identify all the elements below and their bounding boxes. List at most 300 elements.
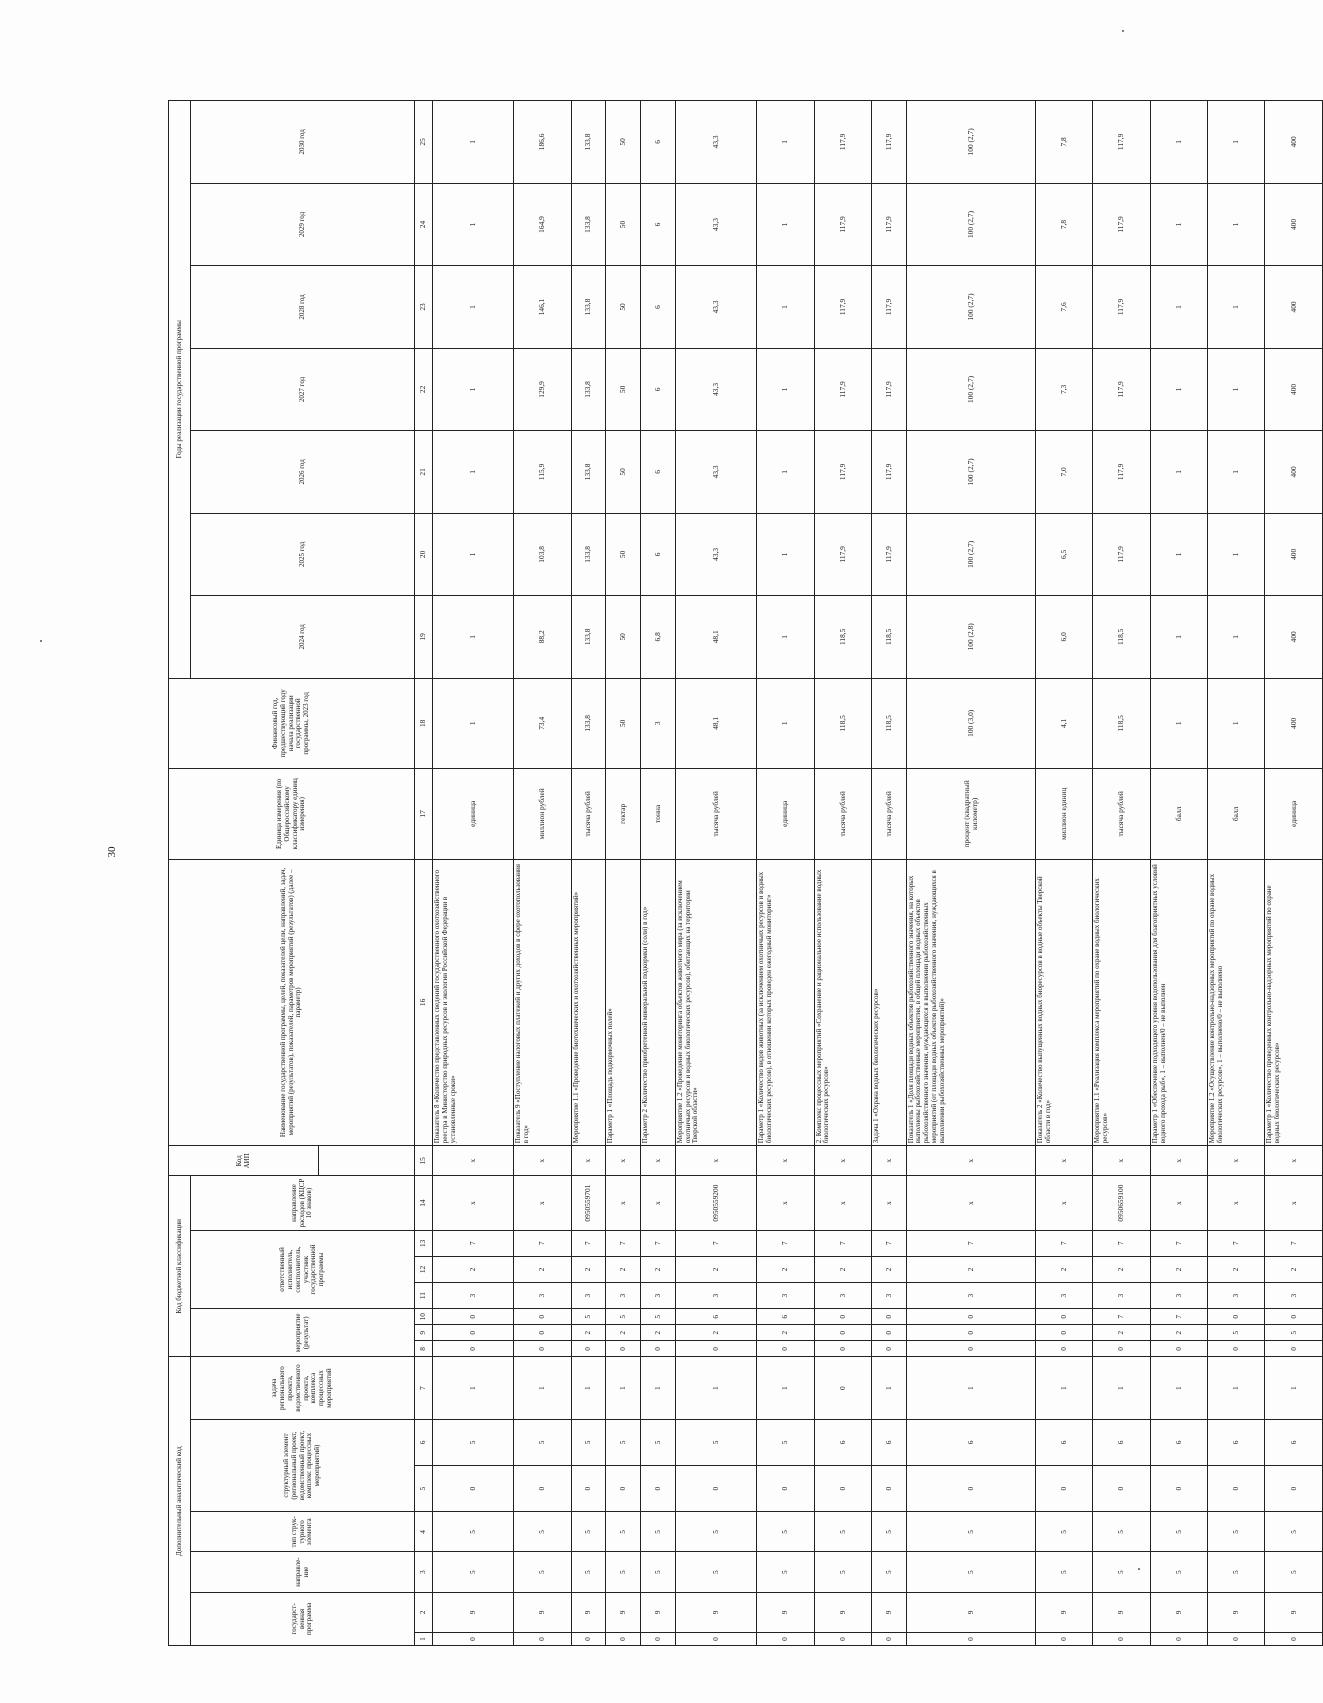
row-unit: миллион рублей xyxy=(514,769,571,860)
code-cell: 3 xyxy=(906,1283,1036,1309)
code-cell: 2 xyxy=(1208,1256,1265,1282)
code-cell: 0 xyxy=(906,1325,1036,1341)
row-unit: тысяча рублей xyxy=(1093,769,1150,860)
code-cell: 5 xyxy=(641,1309,676,1325)
code-cell: 5 xyxy=(433,1419,514,1465)
code-cell: 5 xyxy=(814,1552,871,1592)
row-base-value: 3 xyxy=(641,678,676,769)
year-value: 1 xyxy=(1208,513,1265,595)
row-unit: процент (квадратный километр) xyxy=(906,769,1036,860)
code-cell: 0 xyxy=(814,1309,871,1325)
code-cell: 0 xyxy=(1208,1309,1265,1325)
row-name: Параметр 1 «Количество проведенных контрольно-надзорных мероприятий по охране водных биологических ресурсов» xyxy=(1265,859,1323,1146)
code-cell: 0 xyxy=(433,1309,514,1325)
code-cell: 3 xyxy=(1150,1283,1207,1309)
code-cell: 0 xyxy=(1036,1632,1093,1645)
year-value: 6 xyxy=(641,101,676,184)
header-aip: Код АИП xyxy=(169,1146,319,1176)
code-cell: 5 xyxy=(641,1512,676,1552)
code-cell: 0 xyxy=(814,1632,871,1645)
code-cell: 5 xyxy=(1208,1552,1265,1592)
year-value: 1 xyxy=(1208,183,1265,265)
year-value: 1 xyxy=(433,513,514,595)
table-row xyxy=(641,101,676,1646)
row-unit: тысяча рублей xyxy=(571,769,606,860)
year-value: 1 xyxy=(1150,431,1207,513)
year-value: 50 xyxy=(606,266,641,348)
year-value: 1 xyxy=(1208,431,1265,513)
year-value: 118,5 xyxy=(1093,596,1150,678)
code-cell: 0 xyxy=(871,1632,906,1645)
column-number: 14 xyxy=(415,1176,433,1230)
table-row xyxy=(1093,101,1150,1646)
code-cell: 1 xyxy=(1036,1357,1093,1419)
scan-speck xyxy=(1138,1568,1140,1570)
code-cell: 0 xyxy=(1265,1309,1323,1325)
code-cell: 0 xyxy=(433,1466,514,1512)
code-cell: x xyxy=(906,1146,1036,1176)
year-value: 117,9 xyxy=(1093,431,1150,513)
year-value: 50 xyxy=(606,183,641,265)
code-cell: 9 xyxy=(571,1592,606,1632)
code-cell: 0 xyxy=(906,1632,1036,1645)
code-cell: x xyxy=(1093,1146,1150,1176)
code-cell: 2 xyxy=(757,1325,814,1341)
code-cell: 0 xyxy=(906,1309,1036,1325)
code-cell: 5 xyxy=(606,1309,641,1325)
table-row xyxy=(1265,101,1323,1646)
code-cell: 6 xyxy=(675,1309,756,1325)
year-value: 1 xyxy=(757,431,814,513)
column-number-row xyxy=(415,101,433,1646)
code-cell: 2 xyxy=(571,1325,606,1341)
column-number: 15 xyxy=(415,1146,433,1176)
code-cell: 7 xyxy=(1093,1309,1150,1325)
code-cell: 0 xyxy=(571,1466,606,1512)
code-cell: 0 xyxy=(514,1325,571,1341)
column-number: 20 xyxy=(415,513,433,595)
row-name: Мероприятие 1.2 «Осуществление контрольно-надзорных мероприятий по охране водных биологических ресурсов», 1 – выполнено/0 – не выполнено xyxy=(1208,859,1265,1146)
code-cell: x xyxy=(641,1176,676,1230)
year-value: 7,0 xyxy=(1036,431,1093,513)
year-value: 133,8 xyxy=(571,266,606,348)
year-value: 400 xyxy=(1265,596,1323,678)
row-base-value: 1 xyxy=(433,678,514,769)
code-cell: 5 xyxy=(1265,1325,1323,1341)
scan-speck xyxy=(40,640,42,642)
code-cell: 2 xyxy=(757,1256,814,1282)
code-cell: x xyxy=(514,1146,571,1176)
code-cell: 5 xyxy=(571,1309,606,1325)
table-row xyxy=(675,101,756,1646)
code-cell: 7 xyxy=(1208,1230,1265,1256)
year-value: 1 xyxy=(433,348,514,430)
code-cell: 6 xyxy=(757,1309,814,1325)
column-number: 9 xyxy=(415,1325,433,1341)
code-cell: 0 xyxy=(606,1341,641,1357)
year-value: 6,0 xyxy=(1036,596,1093,678)
code-cell: 5 xyxy=(606,1419,641,1465)
year-2030: 2030 год xyxy=(191,101,415,184)
year-value: 1 xyxy=(1208,348,1265,430)
code-cell: 5 xyxy=(1208,1325,1265,1341)
year-value: 6 xyxy=(641,266,676,348)
code-cell: 1 xyxy=(433,1357,514,1419)
code-cell: 5 xyxy=(1265,1552,1323,1592)
year-value: 186,6 xyxy=(514,101,571,184)
code-cell: 5 xyxy=(514,1419,571,1465)
year-value: 43,3 xyxy=(675,348,756,430)
code-cell: 0 xyxy=(641,1632,676,1645)
code-cell: 0 xyxy=(514,1309,571,1325)
table-row xyxy=(433,101,514,1646)
code-cell: 0 xyxy=(1150,1632,1207,1645)
year-value: 400 xyxy=(1265,266,1323,348)
code-cell: 5 xyxy=(1208,1512,1265,1552)
header-base-year: Финансовый год, предшествующий году начала реализации государственной программы, 2023 год xyxy=(169,678,415,769)
year-value: 1 xyxy=(433,431,514,513)
row-base-value: 1 xyxy=(757,678,814,769)
code-cell: 9 xyxy=(514,1592,571,1632)
code-cell: 5 xyxy=(606,1512,641,1552)
year-value: 6 xyxy=(641,431,676,513)
code-cell: 0 xyxy=(814,1341,871,1357)
year-value: 164,9 xyxy=(514,183,571,265)
code-cell: 0 xyxy=(871,1325,906,1341)
code-cell: x xyxy=(757,1176,814,1230)
code-cell: 5 xyxy=(571,1512,606,1552)
code-cell: 5 xyxy=(1150,1512,1207,1552)
code-cell: 5 xyxy=(1036,1552,1093,1592)
code-cell: 1 xyxy=(641,1357,676,1419)
code-cell: 3 xyxy=(871,1283,906,1309)
row-name: Мероприятие 1.1 «Проведение биотехнических и охотхозяйственных мероприятий» xyxy=(571,859,606,1146)
year-value: 133,8 xyxy=(571,101,606,184)
table-row xyxy=(1208,101,1265,1646)
column-number: 16 xyxy=(415,859,433,1146)
header-years: Годы реализации государственной программы xyxy=(169,101,191,679)
code-cell: 3 xyxy=(571,1283,606,1309)
code-cell: 5 xyxy=(1265,1512,1323,1552)
code-cell: 3 xyxy=(641,1283,676,1309)
code-cell: 3 xyxy=(1208,1283,1265,1309)
code-cell: 2 xyxy=(514,1256,571,1282)
year-value: 133,8 xyxy=(571,596,606,678)
code-cell: 5 xyxy=(757,1512,814,1552)
year-value: 50 xyxy=(606,431,641,513)
code-cell: 5 xyxy=(514,1512,571,1552)
code-cell: 7 xyxy=(871,1230,906,1256)
year-2024: 2024 год xyxy=(191,596,415,678)
code-cell: x xyxy=(814,1176,871,1230)
year-value: 100 (2,7) xyxy=(906,348,1036,430)
year-value: 146,1 xyxy=(514,266,571,348)
code-cell: 9 xyxy=(641,1592,676,1632)
code-cell: x xyxy=(1150,1176,1207,1230)
code-cell: 1 xyxy=(1208,1357,1265,1419)
year-value: 117,9 xyxy=(1093,266,1150,348)
row-name: Параметр 1 «Количество видов животных (за исключением охотничьих ресурсов и водных биологических ресурсов), в отношении которых проведен ежегодный мониторинг» xyxy=(757,859,814,1146)
row-base-value: 100 (3,0) xyxy=(906,678,1036,769)
year-value: 100 (2,8) xyxy=(906,596,1036,678)
code-cell: 0 xyxy=(1150,1466,1207,1512)
row-base-value: 118,5 xyxy=(1093,678,1150,769)
code-cell: 0 xyxy=(906,1466,1036,1512)
row-base-value: 400 xyxy=(1265,678,1323,769)
row-base-value: 118,5 xyxy=(871,678,906,769)
row-name: Показатель 9 «Поступление налоговых платежей и других доходов в сфере охотопользования в год» xyxy=(514,859,571,1146)
year-value: 117,9 xyxy=(1093,348,1150,430)
table-row xyxy=(1150,101,1207,1646)
row-name: Мероприятие 1.2 «Проведение мониторинга объектов животного мира (за исключением охотничьих ресурсов и водных биологических ресурсов), обитающих на территории Тверской области» xyxy=(675,859,756,1146)
table-row xyxy=(814,101,871,1646)
column-number: 19 xyxy=(415,596,433,678)
row-unit: балл xyxy=(1150,769,1207,860)
row-name: Мероприятие 1.1 «Реализация комплекса мероприятий по охране водных биологических ресурсов» xyxy=(1093,859,1150,1146)
code-cell: 7 xyxy=(814,1230,871,1256)
code-cell: 5 xyxy=(906,1552,1036,1592)
column-number: 17 xyxy=(415,769,433,860)
code-cell: 6 xyxy=(1265,1419,1323,1465)
code-cell: x xyxy=(906,1176,1036,1230)
year-value: 133,8 xyxy=(571,431,606,513)
year-2026: 2026 год xyxy=(191,431,415,513)
column-number: 8 xyxy=(415,1341,433,1357)
year-value: 117,9 xyxy=(871,266,906,348)
code-cell: 2 xyxy=(641,1256,676,1282)
code-cell: x xyxy=(433,1176,514,1230)
code-cell: 0 xyxy=(571,1341,606,1357)
code-cell: 0 xyxy=(1208,1341,1265,1357)
code-cell: 7 xyxy=(606,1230,641,1256)
column-number: 3 xyxy=(415,1552,433,1592)
column-number: 10 xyxy=(415,1309,433,1325)
code-cell: 0 xyxy=(606,1466,641,1512)
row-name: Параметр 1 «Обеспечение подходящего уровня водопользования для благоприятных условий водного прохода рыб», 1 – выполнен/0 – не выполнен xyxy=(1150,859,1207,1146)
code-cell: x xyxy=(1208,1146,1265,1176)
year-value: 117,9 xyxy=(1093,183,1150,265)
year-value: 117,9 xyxy=(871,431,906,513)
year-value: 100 (2,7) xyxy=(906,183,1036,265)
header-task: задача регионального проекта, ведомственного проекта, комплекса процессных мероприятий xyxy=(191,1357,415,1419)
code-cell: x xyxy=(871,1146,906,1176)
code-cell: x xyxy=(514,1176,571,1230)
row-base-value: 73,4 xyxy=(514,678,571,769)
year-value: 103,8 xyxy=(514,513,571,595)
table-row xyxy=(606,101,641,1646)
code-cell: x xyxy=(1036,1146,1093,1176)
header-expense-direction: направление расходов (КЦСР 10 знаков) xyxy=(191,1176,415,1230)
code-cell: 2 xyxy=(1093,1256,1150,1282)
code-cell: 2 xyxy=(606,1325,641,1341)
code-cell: 7 xyxy=(514,1230,571,1256)
code-cell: 0 xyxy=(641,1341,676,1357)
code-cell: 5 xyxy=(757,1419,814,1465)
row-base-value: 1 xyxy=(1150,678,1207,769)
code-cell: 5 xyxy=(641,1419,676,1465)
year-value: 50 xyxy=(606,348,641,430)
code-cell: 0 xyxy=(871,1341,906,1357)
code-cell: 0 xyxy=(675,1632,756,1645)
code-cell: 7 xyxy=(433,1230,514,1256)
year-value: 400 xyxy=(1265,513,1323,595)
row-unit: единица xyxy=(757,769,814,860)
code-cell: 1 xyxy=(871,1357,906,1419)
rotated-table-container xyxy=(168,100,1323,1646)
year-value: 6 xyxy=(641,513,676,595)
code-cell: x xyxy=(1265,1146,1323,1176)
code-cell: x xyxy=(606,1146,641,1176)
code-cell: 9 xyxy=(814,1592,871,1632)
code-cell: 0 xyxy=(514,1466,571,1512)
header-kbk: Код бюджетной классификации xyxy=(169,1176,191,1357)
column-number: 21 xyxy=(415,431,433,513)
year-value: 117,9 xyxy=(871,101,906,184)
code-cell: 5 xyxy=(641,1552,676,1592)
code-cell: 9 xyxy=(871,1592,906,1632)
year-value: 6 xyxy=(641,348,676,430)
code-cell: 9 xyxy=(906,1592,1036,1632)
row-unit: тысяча рублей xyxy=(871,769,906,860)
code-cell: 0 xyxy=(1265,1466,1323,1512)
code-cell: x xyxy=(814,1146,871,1176)
year-value: 48,1 xyxy=(675,596,756,678)
header-tip: тип струк-турного элемента xyxy=(191,1512,415,1552)
column-number: 6 xyxy=(415,1419,433,1465)
year-value: 1 xyxy=(1150,513,1207,595)
code-cell: 3 xyxy=(675,1283,756,1309)
year-value: 133,8 xyxy=(571,348,606,430)
code-cell: 0 xyxy=(675,1341,756,1357)
year-value: 400 xyxy=(1265,348,1323,430)
code-cell: 6 xyxy=(1150,1419,1207,1465)
code-cell: 2 xyxy=(1265,1256,1323,1282)
code-cell: 6 xyxy=(871,1419,906,1465)
code-cell: 3 xyxy=(1093,1283,1150,1309)
code-cell: x xyxy=(757,1146,814,1176)
scan-speck xyxy=(1122,30,1124,32)
header-dop-code: Дополнительный аналитический код xyxy=(169,1357,191,1646)
year-value: 117,9 xyxy=(1093,101,1150,184)
code-cell: 9 xyxy=(1265,1592,1323,1632)
year-value: 118,5 xyxy=(814,596,871,678)
row-unit: единица xyxy=(1265,769,1323,860)
year-value: 133,8 xyxy=(571,183,606,265)
year-value: 1 xyxy=(1150,266,1207,348)
year-value: 100 (2,7) xyxy=(906,431,1036,513)
year-value: 6,8 xyxy=(641,596,676,678)
year-value: 117,9 xyxy=(871,183,906,265)
code-cell: 5 xyxy=(1150,1552,1207,1592)
table-row xyxy=(514,101,571,1646)
row-name: Показатель 8 «Количество представленных сведений государственного охотхозяйственного реестра в Министерство природных ресурсов и экологии Российской Федерации в установленные сроки» xyxy=(433,859,514,1146)
code-cell: 0 xyxy=(606,1632,641,1645)
year-value: 100 (2,7) xyxy=(906,513,1036,595)
program-indicators-table xyxy=(168,100,1323,1646)
year-value: 50 xyxy=(606,513,641,595)
row-name: Параметр 1 «Площадь подкормочных полей» xyxy=(606,859,641,1146)
code-cell: 2 xyxy=(871,1256,906,1282)
code-cell: 7 xyxy=(1265,1230,1323,1256)
code-cell: 0 xyxy=(757,1341,814,1357)
code-cell: 7 xyxy=(1093,1230,1150,1256)
header-name: Наименование государственной программы, целей, показателей цели, направлений, задач, мероприятий (результатов), показателей, параметров мероприятий (результатов) (далее – параметр) xyxy=(169,859,415,1146)
year-value: 7,6 xyxy=(1036,266,1093,348)
year-value: 117,9 xyxy=(814,431,871,513)
year-value: 1 xyxy=(757,101,814,184)
row-unit: единица xyxy=(433,769,514,860)
code-cell: x xyxy=(571,1146,606,1176)
row-base-value: 50 xyxy=(606,678,641,769)
year-value: 43,3 xyxy=(675,266,756,348)
code-cell: 0 xyxy=(814,1325,871,1341)
year-value: 1 xyxy=(433,266,514,348)
code-cell: 0 xyxy=(514,1341,571,1357)
column-number: 2 xyxy=(415,1592,433,1632)
row-name: Параметр 2 «Количество приобретенной минеральной подкормки (соли) в год» xyxy=(641,859,676,1146)
year-value: 115,9 xyxy=(514,431,571,513)
code-cell: 1 xyxy=(906,1357,1036,1419)
code-cell: 5 xyxy=(433,1552,514,1592)
code-cell: 9 xyxy=(1150,1592,1207,1632)
code-cell: 2 xyxy=(675,1325,756,1341)
code-cell: 5 xyxy=(757,1552,814,1592)
row-unit: тысяча рублей xyxy=(675,769,756,860)
code-cell: 7 xyxy=(1036,1230,1093,1256)
code-cell: 2 xyxy=(1150,1325,1207,1341)
code-cell: 0 xyxy=(1036,1325,1093,1341)
column-number: 24 xyxy=(415,183,433,265)
code-cell: x xyxy=(1036,1176,1093,1230)
code-cell: 1 xyxy=(675,1357,756,1419)
code-cell: x xyxy=(1150,1146,1207,1176)
code-cell: 2 xyxy=(675,1256,756,1282)
row-name: Показатель 2 «Количество выпущенных водных биоресурсов в водные объекты Тверской области в год» xyxy=(1036,859,1093,1146)
table-row xyxy=(757,101,814,1646)
year-value: 43,3 xyxy=(675,513,756,595)
code-cell: 5 xyxy=(606,1552,641,1592)
year-2028: 2028 год xyxy=(191,266,415,348)
code-cell: 0 xyxy=(1265,1632,1323,1645)
code-cell: 5 xyxy=(1036,1512,1093,1552)
year-value: 117,9 xyxy=(1093,513,1150,595)
code-cell: 5 xyxy=(871,1552,906,1592)
code-cell: 0 xyxy=(906,1341,1036,1357)
column-number: 11 xyxy=(415,1283,433,1309)
code-cell: 0950559200 xyxy=(675,1176,756,1230)
header-measure: мероприятие (результат) xyxy=(191,1309,415,1357)
code-cell: 5 xyxy=(871,1512,906,1552)
code-cell: 3 xyxy=(1036,1283,1093,1309)
code-cell: 7 xyxy=(1150,1230,1207,1256)
code-cell: 0 xyxy=(814,1357,871,1419)
code-cell: 3 xyxy=(514,1283,571,1309)
code-cell: 0 xyxy=(1208,1632,1265,1645)
code-cell: 0 xyxy=(514,1632,571,1645)
code-cell: 3 xyxy=(814,1283,871,1309)
year-value: 50 xyxy=(606,101,641,184)
year-value: 1 xyxy=(1150,101,1207,184)
year-2029: 2029 год xyxy=(191,183,415,265)
code-cell: 1 xyxy=(1265,1357,1323,1419)
year-value: 117,9 xyxy=(814,348,871,430)
year-value: 43,3 xyxy=(675,431,756,513)
year-value: 400 xyxy=(1265,183,1323,265)
code-cell: 0 xyxy=(871,1309,906,1325)
code-cell: 5 xyxy=(433,1512,514,1552)
table-row xyxy=(571,101,606,1646)
column-number: 13 xyxy=(415,1230,433,1256)
